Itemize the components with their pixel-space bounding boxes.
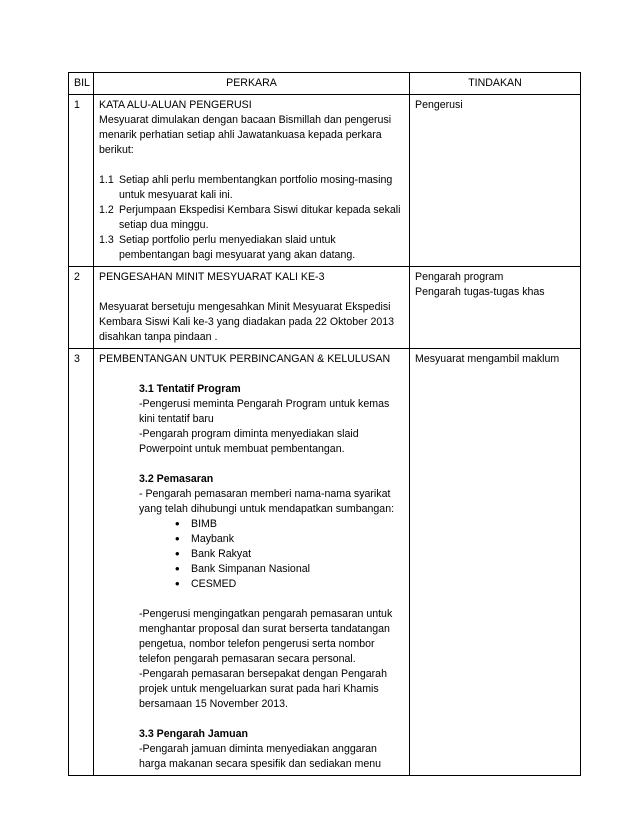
list-item: • Maybank	[175, 532, 404, 547]
row-action: Pengerusi	[410, 95, 581, 267]
row-action	[410, 267, 581, 349]
list-number: 1.1	[99, 174, 114, 186]
list-text: Setiap portfolio perlu menyediakan slaid untuk pembentangan bagi mesyuarat yang akan datang.	[119, 234, 356, 261]
header-perkara: PERKARA	[94, 73, 410, 95]
list-item: • Bank Simpanan Nasional	[175, 562, 404, 577]
list-item	[99, 203, 404, 233]
table-row	[69, 95, 581, 267]
section-tentatif	[99, 382, 404, 472]
item-title: KATA ALU-ALUAN PENGERUSI	[99, 99, 252, 111]
row-content	[94, 95, 410, 267]
action-line: Pengarah program	[415, 271, 504, 283]
section-paragraph: - Pengarah pemasaran memberi nama-nama syarikat yang telah dihubungi untuk mendapatkan sumbangan:	[139, 488, 395, 515]
list-item	[99, 173, 404, 203]
row-number: 2	[69, 267, 94, 349]
sponsor-list	[139, 517, 404, 592]
item-title: PENGESAHAN MINIT MESYUARAT KALI KE-3	[99, 271, 325, 283]
item-intro: Mesyuarat dimulakan dengan bacaan Bismillah dan pengerusi menarik perhatian setiap ahli Jawatankuasa kepada perkara berikut:	[99, 114, 392, 156]
row-number: 1	[69, 95, 94, 267]
list-number: 1.3	[99, 234, 114, 246]
item-title: PEMBENTANGAN UNTUK PERBINCANGAN & KELULUSAN	[99, 353, 391, 365]
item-body: Mesyuarat bersetuju mengesahkan Minit Mesyuarat Ekspedisi Kembara Siswi Kali ke-3 yang diadakan pada 22 Oktober 2013 disahkan tanpa pindaan .	[99, 301, 395, 343]
minutes-table	[68, 72, 581, 776]
section-paragraph: -Pengerusi mengingatkan pengarah pemasaran untuk menghantar proposal dan surat berserta tandatangan pengetua, nombor telefon pengerusi serta nombor telefon pengarah pemasaran secara personal.	[139, 608, 393, 665]
section-paragraph: -Pengarah pemasaran bersepakat dengan Pengarah projek untuk mengeluarkan surat pada hari Khamis bersamaan 15 November 2013.	[139, 668, 387, 710]
section-paragraph: -Pengerusi meminta Pengarah Program untuk kemas kini tentatif baru	[139, 398, 390, 425]
row-content	[94, 349, 410, 776]
table-row	[69, 267, 581, 349]
row-content	[94, 267, 410, 349]
list-item: • Bank Rakyat	[175, 547, 404, 562]
section-heading: 3.2 Pemasaran	[139, 473, 214, 485]
numbered-list	[99, 173, 404, 263]
header-bil: BIL	[69, 73, 94, 95]
section-paragraph: -Pengarah jamuan diminta menyediakan anggaran harga makanan secara spesifik dan sediakan menu	[139, 743, 382, 770]
header-row	[69, 73, 581, 95]
section-heading: 3.3 Pengarah Jamuan	[139, 728, 248, 740]
list-number: 1.2	[99, 204, 114, 216]
list-item: • CESMED	[175, 577, 404, 592]
list-text: Perjumpaan Ekspedisi Kembara Siswi ditukar kepada sekali setiap dua minggu.	[119, 204, 401, 231]
list-text: Setiap ahli perlu membentangkan portfolio mosing-masing untuk mesyuarat kali ini.	[119, 174, 393, 201]
section-jamuan	[99, 727, 404, 772]
action-line: Pengarah tugas-tugas khas	[415, 286, 545, 298]
section-heading: 3.1 Tentatif Program	[139, 383, 241, 395]
row-number: 3	[69, 349, 94, 776]
list-item	[99, 233, 404, 263]
row-action: Mesyuarat mengambil maklum	[410, 349, 581, 776]
table-row	[69, 349, 581, 776]
header-tindakan: TINDAKAN	[410, 73, 581, 95]
section-pemasaran	[99, 472, 404, 727]
section-paragraph: -Pengarah program diminta menyediakan slaid Powerpoint untuk membuat pembentangan.	[139, 428, 359, 455]
list-item: • BIMB	[175, 517, 404, 532]
